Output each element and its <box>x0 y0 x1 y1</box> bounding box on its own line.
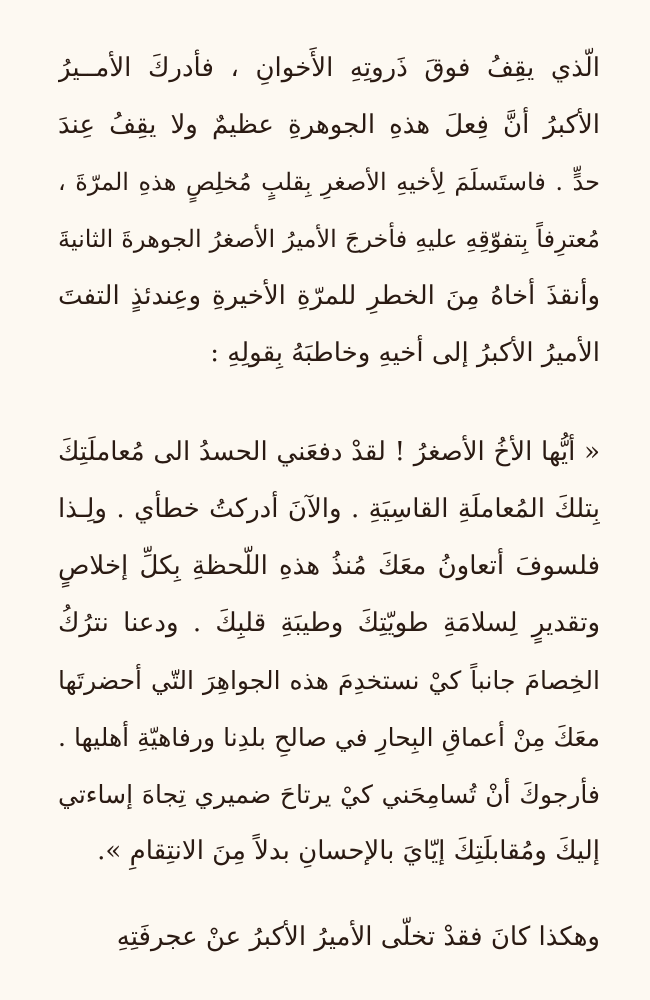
text-line: إليكَ ومُقابلَتِكَ إيّايَ بالإحسانِ بدلاً مِنَ الانتِقامِ ». <box>97 836 600 866</box>
text-line: الأكبرُ أنَّ فِعلَ هذهِ الجوهرةِ عظيمٌ ولا يقِفُ عِندَ <box>58 110 600 140</box>
text-line: فأرجوكَ أنْ تُسامِحَني كيْ يرتاحَ ضميري تِجاهَ إساءتي <box>58 780 600 809</box>
text-line: وتقديرٍ لِسلامَةِ طويّتِكَ وطيبَةِ قلبِكَ . ودعنا نترُكُ <box>58 608 600 638</box>
text-line: حدٍّ . فاستَسلَمَ لِأخيهِ الأصغرِ بِقلبٍ مُخلِصٍ هذهِ المرّةَ ، <box>58 168 600 196</box>
text-line: وهكذا كانَ فقدْ تخلّى الأميرُ الأكبرُ عنْ عجرفَتِهِ <box>116 922 600 952</box>
text-line: معَكَ مِنْ أعماقِ البِحارِ في صالحِ بلدِنا ورفاهيّةِ أهليها . <box>58 723 600 752</box>
text-line: فلسوفَ أتعاونُ معَكَ مُنذُ هذهِ اللّحظةِ بِكلِّ إخلاصٍ <box>58 551 600 581</box>
text-line: بِتلكَ المُعاملَةِ القاسِيَةِ . والآنَ أدركتُ خطأي . ولِـذا <box>58 494 600 524</box>
paragraph-2 <box>58 424 600 880</box>
text-line: الخِصامَ جانباً كيْ نستخدِمَ هذه الجواهِرَ التّي أحضرتَها <box>58 666 600 695</box>
paragraph-1 <box>58 40 600 382</box>
text-line: الأميرُ الأكبرُ إلى أخيهِ وخاطبَهُ بِقولِهِ : <box>210 338 600 368</box>
text-line: مُعترِفاً بِتفوّقِهِ عليهِ فأخرجَ الأميرُ الأصغرُ الجوهرةَ الثانيةَ <box>58 225 600 253</box>
paragraph-3 <box>58 909 600 966</box>
text-line: الّذي يقِفُ فوقَ ذَروتِهِ الأَخوانِ ، فأدركَ الأمــيرُ <box>58 53 600 83</box>
text-line: « أيُّها الأخُ الأصغرُ ! لقدْ دفعَني الحسدُ الى مُعاملَتِكَ <box>58 437 600 467</box>
text-line: وأنقذَ أخاهُ مِنَ الخطرِ للمرّةِ الأخيرةِ وعِندئذٍ التفتَ <box>58 281 600 311</box>
